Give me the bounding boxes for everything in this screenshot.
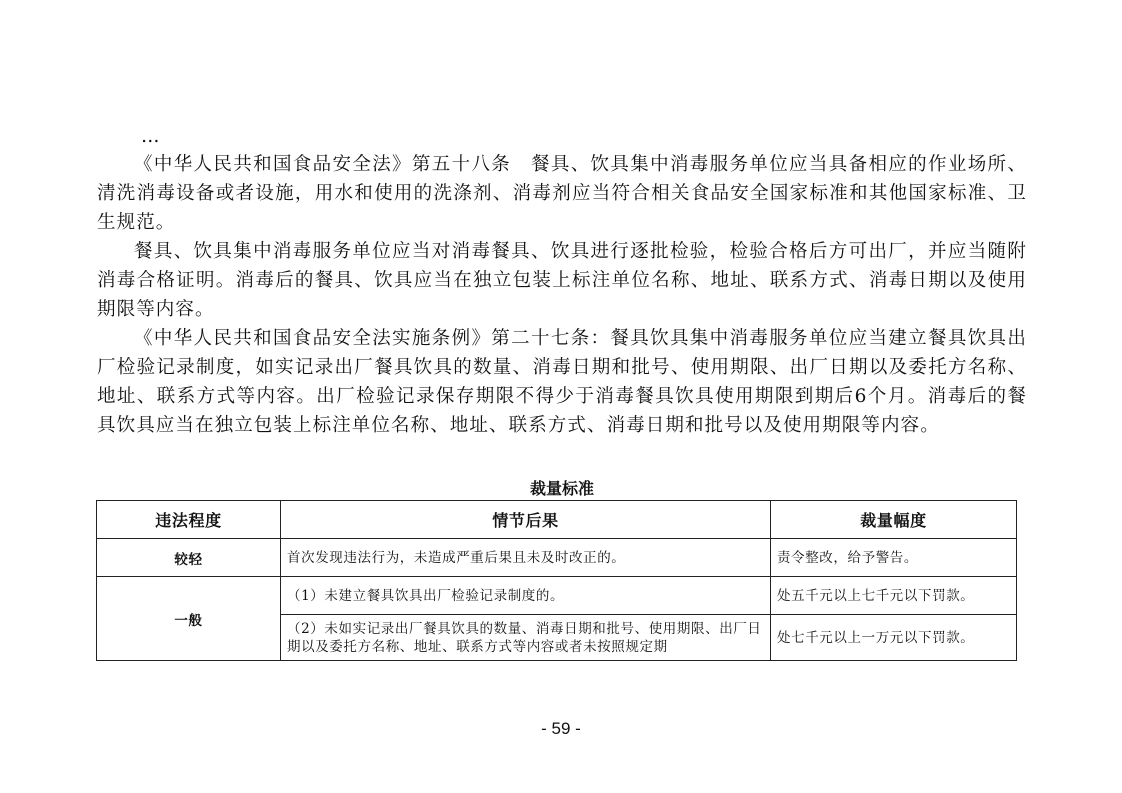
header-penalty-range: 裁量幅度 (771, 501, 1017, 539)
page-number: - 59 - (541, 719, 581, 738)
header-violation-degree: 违法程度 (97, 501, 281, 539)
table-header-row (97, 501, 1017, 539)
circumstance-cell: （2）未如实记录出厂餐具饮具的数量、消毒日期和批号、使用期限、出厂日期以及委托方名称、地址、联系方式等内容或者未按照规定期 (281, 615, 771, 661)
paragraph-implementation-regulation-art27: 《中华人民共和国食品安全法实施条例》第二十七条：餐具饮具集中消毒服务单位应当建立餐具饮具出厂检验记录制度，如实记录出厂餐具饮具的数量、消毒日期和批号、使用期限、出厂日期以及委托方名称、地址、联系方式等内容。出厂检验记录保存期限不得少于消毒餐具饮具使用期限到期后6个月。消毒后的餐具饮具应当在独立包装上标注单位名称、地址、联系方式、消毒日期和批号以及使用期限等内容。 (97, 328, 1027, 436)
circumstance-cell: 首次发现违法行为，未造成严重后果且未及时改正的。 (281, 539, 771, 577)
degree-cell: 较轻 (97, 539, 281, 577)
table-row (97, 577, 1017, 615)
paragraph-food-safety-law-art58: 《中华人民共和国食品安全法》第五十八条 餐具、饮具集中消毒服务单位应当具备相应的作业场所、清洗消毒设备或者设施，用水和使用的洗涤剂、消毒剂应当符合相关食品安全国家标准和其他国家标准、卫生规范。 (97, 154, 1027, 233)
penalty-cell: 处五千元以上七千元以下罚款。 (771, 577, 1017, 615)
circumstance-cell: （1）未建立餐具饮具出厂检验记录制度的。 (281, 577, 771, 615)
penalty-cell: 责令整改，给予警告。 (771, 539, 1017, 577)
ellipsis: … (141, 126, 161, 147)
paragraph-batch-inspection: 餐具、饮具集中消毒服务单位应当对消毒餐具、饮具进行逐批检验，检验合格后方可出厂，并应当随附消毒合格证明。消毒后的餐具、饮具应当在独立包装上标注单位名称、地址、联系方式、消毒日期以及使用期限等内容。 (97, 241, 1027, 320)
header-circumstance: 情节后果 (281, 501, 771, 539)
penalty-cell: 处七千元以上一万元以下罚款。 (771, 615, 1017, 661)
table-row (97, 539, 1017, 577)
discretion-standard-table (96, 500, 1017, 661)
body-text (97, 124, 1027, 440)
degree-cell: 一般 (97, 577, 281, 661)
table-title: 裁量标准 (529, 479, 594, 498)
